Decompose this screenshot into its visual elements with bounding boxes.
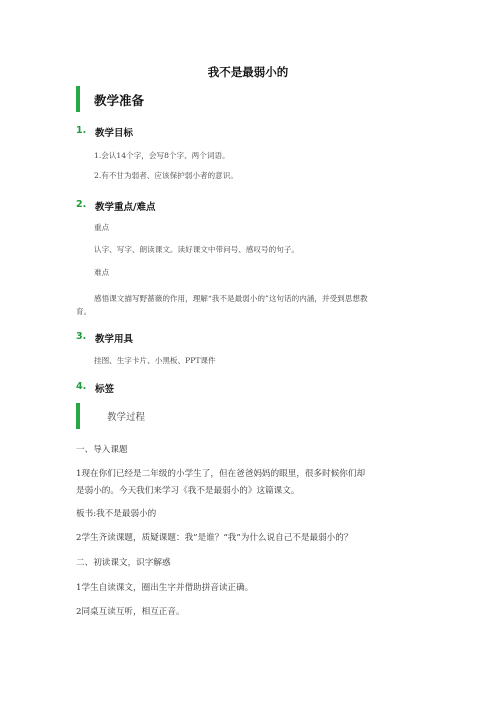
process-line: 一、导入课题 xyxy=(76,445,128,455)
document-title: 我不是最弱小的 xyxy=(207,65,289,79)
process-line: 板书:我不是最弱小的 xyxy=(76,509,157,519)
process-line: 二、初读课文，识字解惑 xyxy=(76,558,171,568)
difficulty-text: 感悟课文描写野蔷薇的作用，理解“我不是最弱小的”这句话的内涵，并受到思想教 xyxy=(94,294,368,303)
section-number: 1. xyxy=(76,125,87,136)
tools-text: 挂图、生字卡片、小黑板、PPT课件 xyxy=(94,356,216,365)
process-line: 2同桌互读互听，相互正音。 xyxy=(76,607,185,617)
key-text: 认字、写字、朗读课文。读好课文中带问号、感叹号的句子。 xyxy=(94,245,300,254)
prep-heading: 教学准备 xyxy=(94,93,145,108)
key-label: 重点 xyxy=(94,223,110,232)
process-line: 1现在你们已经是二年级的小学生了，但在爸爸妈妈的眼里，很多时候你们却 xyxy=(76,469,366,479)
section-heading-goals: 教学目标 xyxy=(95,128,134,139)
section-number: 3. xyxy=(76,331,87,342)
section-heading-tools: 教学用具 xyxy=(95,334,134,345)
process-line: 1学生自读课文，圈出生字并借助拼音读正确。 xyxy=(76,583,254,593)
process-line: 是弱小的。今天我们来学习《我不是最弱小的》这篇课文。 xyxy=(76,486,300,496)
section-heading-tags: 标签 xyxy=(95,384,115,395)
process-line: 2学生齐读课题，质疑课题：我”是谁？“我”为什么说自己不是最弱小的？ xyxy=(76,533,353,543)
section-heading-key-points: 教学重点/难点 xyxy=(95,202,156,213)
section-marker-bar xyxy=(76,403,80,429)
process-heading: 教学过程 xyxy=(107,412,146,423)
goal-item: 2.有不甘为弱者、应该保护弱小者的意识。 xyxy=(94,171,238,180)
section-number: 2. xyxy=(76,199,87,210)
section-marker-bar xyxy=(76,86,80,112)
section-number: 4. xyxy=(76,381,87,392)
difficulty-label: 难点 xyxy=(94,268,110,277)
goal-item: 1.会认14个字，会写8个字、两个词语。 xyxy=(94,151,230,160)
difficulty-text-cont: 育。 xyxy=(76,307,92,316)
